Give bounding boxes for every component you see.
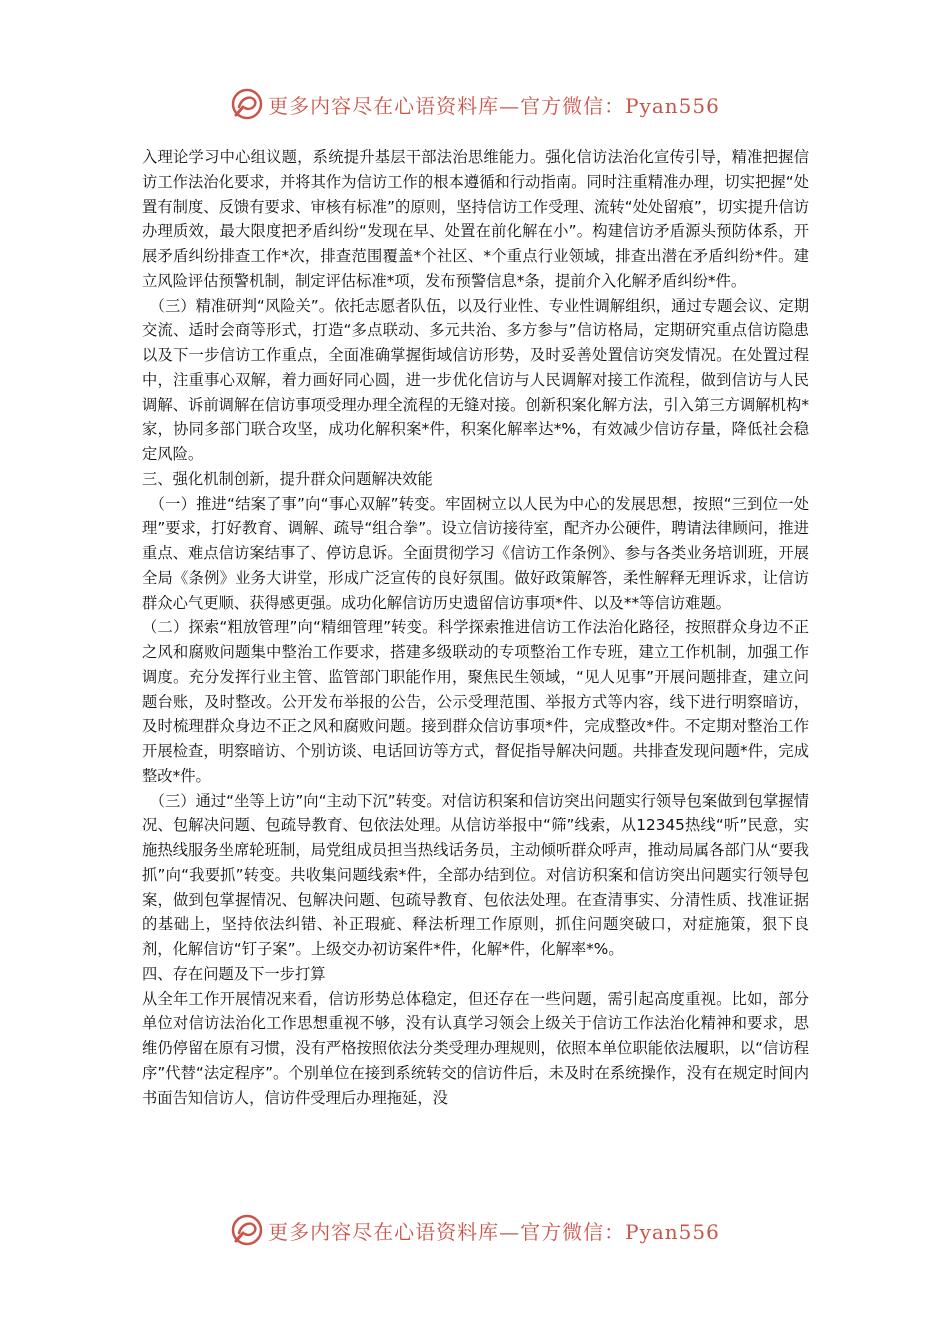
document-body: [142, 145, 809, 1110]
swirl-logo-icon: [230, 87, 264, 121]
paragraph: （三）精准研判“风险关”。依托志愿者队伍，以及行业性、专业性调解组织，通过专题会议、定期交流、适时会商等形式，打造“多点联动、多元共治、多方参与”信访格局，定期研究重点信访隐患以及下一步信访工作重点，全面准确掌握街域信访形势，及时妥善处置信访突发情况。在处置过程中，注重事心双解，着力画好同心圆，进一步优化信访与人民调解对接工作流程，做到信访与人民调解、诉前调解在信访事项受理办理全流程的无缝对接。创新积案化解方法，引入第三方调解机构*家，协同多部门联合攻坚，成功化解积案*件，积案化解率达*%，有效减少信访存量，降低社会稳定风险。: [142, 296, 809, 463]
watermark-text: 更多内容尽在心语资料库—官方微信：Pyan556: [268, 93, 720, 118]
watermark-text: 更多内容尽在心语资料库—官方微信：Pyan556: [268, 1219, 720, 1244]
section-heading: 四、存在问题及下一步打算: [142, 964, 326, 983]
watermark-header: [0, 84, 950, 124]
paragraph: 入理论学习中心组议题，系统提升基层干部法治思维能力。强化信访法治化宣传引导，精准把握信访工作法治化要求，并将其作为信访工作的根本遵循和行动指南。同时注重精准办理，切实把握“处置有制度、反馈有要求、审核有标准”的原则，坚持信访工作受理、流转“处处留痕”，切实提升信访办理质效，最大限度把矛盾纠纷“发现在早、处置在前化解在小”。构建信访矛盾源头预防体系，开展矛盾纠纷排查工作*次，排查范围覆盖*个社区、*个重点行业领域，排查出潜在矛盾纠纷*件。建立风险评估预警机制，制定评估标准*项，发布预警信息*条，提前介入化解矛盾纠纷*件。: [142, 148, 809, 290]
section-heading: 三、强化机制创新，提升群众问题解决效能: [142, 469, 433, 488]
paragraph: （一）推进“结案了事”向“事心双解”转变。牢固树立以人民为中心的发展思想，按照“三到位一处理”要求，打好教育、调解、疏导“组合拳”。设立信访接待室，配齐办公硬件，聘请法律顾问，推进重点、难点信访案结事了、停访息诉。全面贯彻学习《信访工作条例》、参与各类业务培训班，开展全局《条例》业务大讲堂，形成广泛宣传的良好氛围。做好政策解答，柔性解释无理诉求，让信访群众心气更顺、获得感更强。成功化解信访历史遗留信访事项*件、以及**等信访难题。: [142, 494, 809, 612]
paragraph: （二）探索“粗放管理”向“精细管理”转变。科学探索推进信访工作法治化路径，按照群众身边不正之风和腐败问题集中整治工作要求，搭建多级联动的专项整治工作专班，建立工作机制，加强工作调度。充分发挥行业主管、监管部门职能作用，聚焦民生领域，“见人见事”开展问题排查，建立问题台账，及时整改。公开发布举报的公告，公示受理范围、举报方式等内容，线下进行明察暗访，及时梳理群众身边不正之风和腐败问题。接到群众信访事项*件，完成整改*件。不定期对整治工作开展检查，明察暗访、个别访谈、电话回访等方式，督促指导解决问题。共排查发现问题*件，完成整改*件。: [142, 618, 809, 785]
swirl-logo-icon: [230, 1213, 264, 1247]
watermark-footer: [0, 1210, 950, 1250]
paragraph: （三）通过“坐等上访”向“主动下沉”转变。对信访积案和信访突出问题实行领导包案做到包掌握情况、包解决问题、包疏导教育、包依法处理。从信访举报中“筛”线索，从12345热线“听”民意，实施热线服务坐席轮班制，局党组成员担当热线话务员，主动倾听群众呼声，推动局属各部门从“要我抓”向“我要抓”转变。共收集问题线索*件，全部办结到位。对信访积案和信访突出问题实行领导包案，做到包掌握情况、包解决问题、包疏导教育、包依法处理。在查清事实、分清性质、找准证据的基础上，坚持依法纠错、补正瑕疵、释法析理工作原则，抓住问题突破口，对症施策，狠下良剂，化解信访“钉子案”。上级交办初访案件*件，化解*件，化解率*%。: [142, 791, 809, 958]
paragraph: 从全年工作开展情况来看，信访形势总体稳定，但还存在一些问题，需引起高度重视。比如，部分单位对信访法治化工作思想重视不够，没有认真学习领会上级关于信访工作法治化精神和要求，思维仍停留在原有习惯，没有严格按照依法分类受理办理规则，依照本单位职能依法履职，以“信访程序”代替“法定程序”。个别单位在接到系统转交的信访件后，未及时在系统操作，没有在规定时间内书面告知信访人，信访件受理后办理拖延，没: [142, 989, 809, 1107]
